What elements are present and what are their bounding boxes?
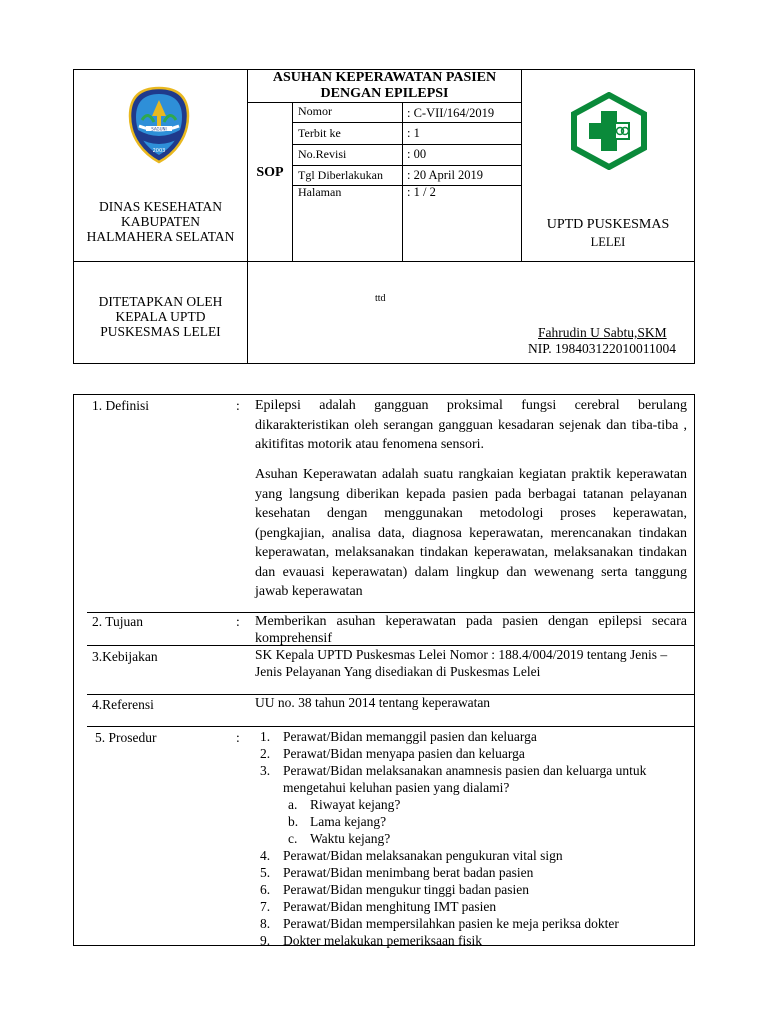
kebijakan-label: 3.Kebijakan [92,649,158,664]
meta-tgl-value: : 20 April 2019 [407,168,484,182]
procedure-step-text: Riwayat kejang? [310,797,401,812]
prosedur-steps-list [258,728,703,949]
procedure-step-number: 7. [260,899,271,914]
kabupaten-halsel-logo [124,86,194,166]
procedure-step-text: Perawat/Bidan melaksanakan anamnesis pasien dan keluarga untuk [283,763,647,778]
procedure-step-text: mengetahui keluhan pasien yang dialami? [283,780,510,795]
procedure-step [258,898,703,915]
procedure-step-text: Lama kejang? [310,814,387,829]
procedure-step [258,779,703,796]
procedure-substep [258,830,703,847]
sop-label: SOP [256,165,284,180]
procedure-step-text: Waktu kejang? [310,831,391,846]
procedure-step [258,745,703,762]
left-org-line-2: KABUPATEN [120,214,201,229]
procedure-step [258,881,703,898]
meta-nomor-label: Nomor [298,104,332,118]
definisi-paragraph-2: Asuhan Keperawatan adalah suatu rangkaian kegiatan praktik keperawatan yang langsung diberikan kepada pasien pada berbagai tatanan pelayanan kesehatan dengan menggunakan metodologi proses keperawatan, (pengkajian, analisa data, diagnosa keperawatan, merencanakan tindakan keperawatan, melaksanakan tindakan keperawatan, melaksanakan tindakan dan evauasi keperawatan) dalam lingkup dan wewenang serta tanggung jawab keperawatan [255,467,687,599]
procedure-step-text: Perawat/Bidan memanggil pasien dan keluarga [283,729,537,744]
procedure-step-number: 1. [260,729,271,744]
meta-terbit-value: : 1 [407,126,420,140]
tujuan-colon: : [236,614,240,629]
definisi-label: 1. Definisi [92,398,149,413]
procedure-step-number: a. [288,797,298,812]
procedure-step [258,915,703,932]
procedure-step-number: 2. [260,746,271,761]
procedure-step-number: c. [288,831,298,846]
procedure-step-text: Perawat/Bidan menghitung IMT pasien [283,899,497,914]
left-org-line-3: HALMAHERA SELATAN [86,229,235,244]
referensi-label: 4.Referensi [92,697,154,712]
meta-nomor-value: : C-VII/164/2019 [407,106,495,120]
procedure-step-number: 9. [260,933,271,948]
prosedur-colon: : [236,730,240,745]
meta-tgl-label: Tgl Diberlakukan [298,168,383,182]
procedure-step-text: Dokter melakukan pemeriksaan fisik [283,933,483,948]
puskesmas-logo [570,92,648,170]
document-title-line-2: DENGAN EPILEPSI [320,86,449,101]
signer-nip: NIP. 198403122010011004 [528,341,677,356]
tujuan-text: Memberikan asuhan keperawatan pada pasien dengan epilepsi secara komprehensif [255,614,687,646]
approval-label-line-2: KEPALA UPTD [115,309,206,324]
right-org-line-1: UPTD PUSKESMAS [546,217,670,232]
procedure-substep [258,813,703,830]
procedure-step [258,864,703,881]
procedure-step-text: Perawat/Bidan menimbang berat badan pasien [283,865,534,880]
procedure-step-number: 4. [260,848,271,863]
procedure-step-text: Perawat/Bidan melaksanakan pengukuran vital sign [283,848,563,863]
kebijakan-line-1: SK Kepala UPTD Puskesmas Lelei Nomor : 188.4/004/2019 tentang Jenis – [255,647,668,662]
procedure-step-number: 8. [260,916,271,931]
meta-terbit-label: Terbit ke [298,126,341,140]
signature-ttd: ttd [375,293,386,304]
approval-label-line-3: PUSKESMAS LELEI [100,324,221,339]
approval-label-line-1: DITETAPKAN OLEH [98,294,223,309]
kebijakan-line-2: Jenis Pelayanan Yang disediakan di Puskesmas Lelei [255,664,541,679]
meta-revisi-label: No.Revisi [298,147,347,161]
meta-halaman-value: : 1 / 2 [407,185,436,199]
left-org-line-1: DINAS KESEHATAN [98,199,223,214]
procedure-substep [258,796,703,813]
procedure-step [258,762,703,779]
right-org-line-2: LELEI [590,235,626,249]
procedure-step [258,932,703,949]
definisi-paragraph-1: Epilepsi adalah gangguan proksimal fungsi cerebral berulang dikarakteristikan oleh serangan gangguan kesadaran sejenak dan tiba-tiba , akitifitas motorik atau fenomena sensori. [255,398,687,452]
tujuan-label: 2. Tujuan [92,614,144,629]
svg-text:2003: 2003 [152,148,166,154]
definisi-colon: : [236,398,240,413]
procedure-step-number: 6. [260,882,271,897]
procedure-step-number: b. [288,814,299,829]
procedure-step-number: 3. [260,763,271,778]
referensi-text: UU no. 38 tahun 2014 tentang keperawatan [255,695,491,710]
procedure-step-text: Perawat/Bidan menyapa pasien dan keluarga [283,746,525,761]
document-title-line-1: ASUHAN KEPERAWATAN PASIEN [272,70,497,85]
procedure-step [258,728,703,745]
svg-text:SAGUNI: SAGUNI [151,126,167,132]
procedure-step-text: Perawat/Bidan mempersilahkan pasien ke meja periksa dokter [283,916,619,931]
procedure-step-text: Perawat/Bidan mengukur tinggi badan pasien [283,882,529,897]
meta-halaman-label: Halaman [298,185,342,199]
meta-revisi-value: : 00 [407,147,427,161]
signer-name: Fahrudin U Sabtu,SKM [538,325,667,340]
procedure-step-number: 5. [260,865,271,880]
procedure-step [258,847,703,864]
prosedur-label: 5. Prosedur [95,730,157,745]
